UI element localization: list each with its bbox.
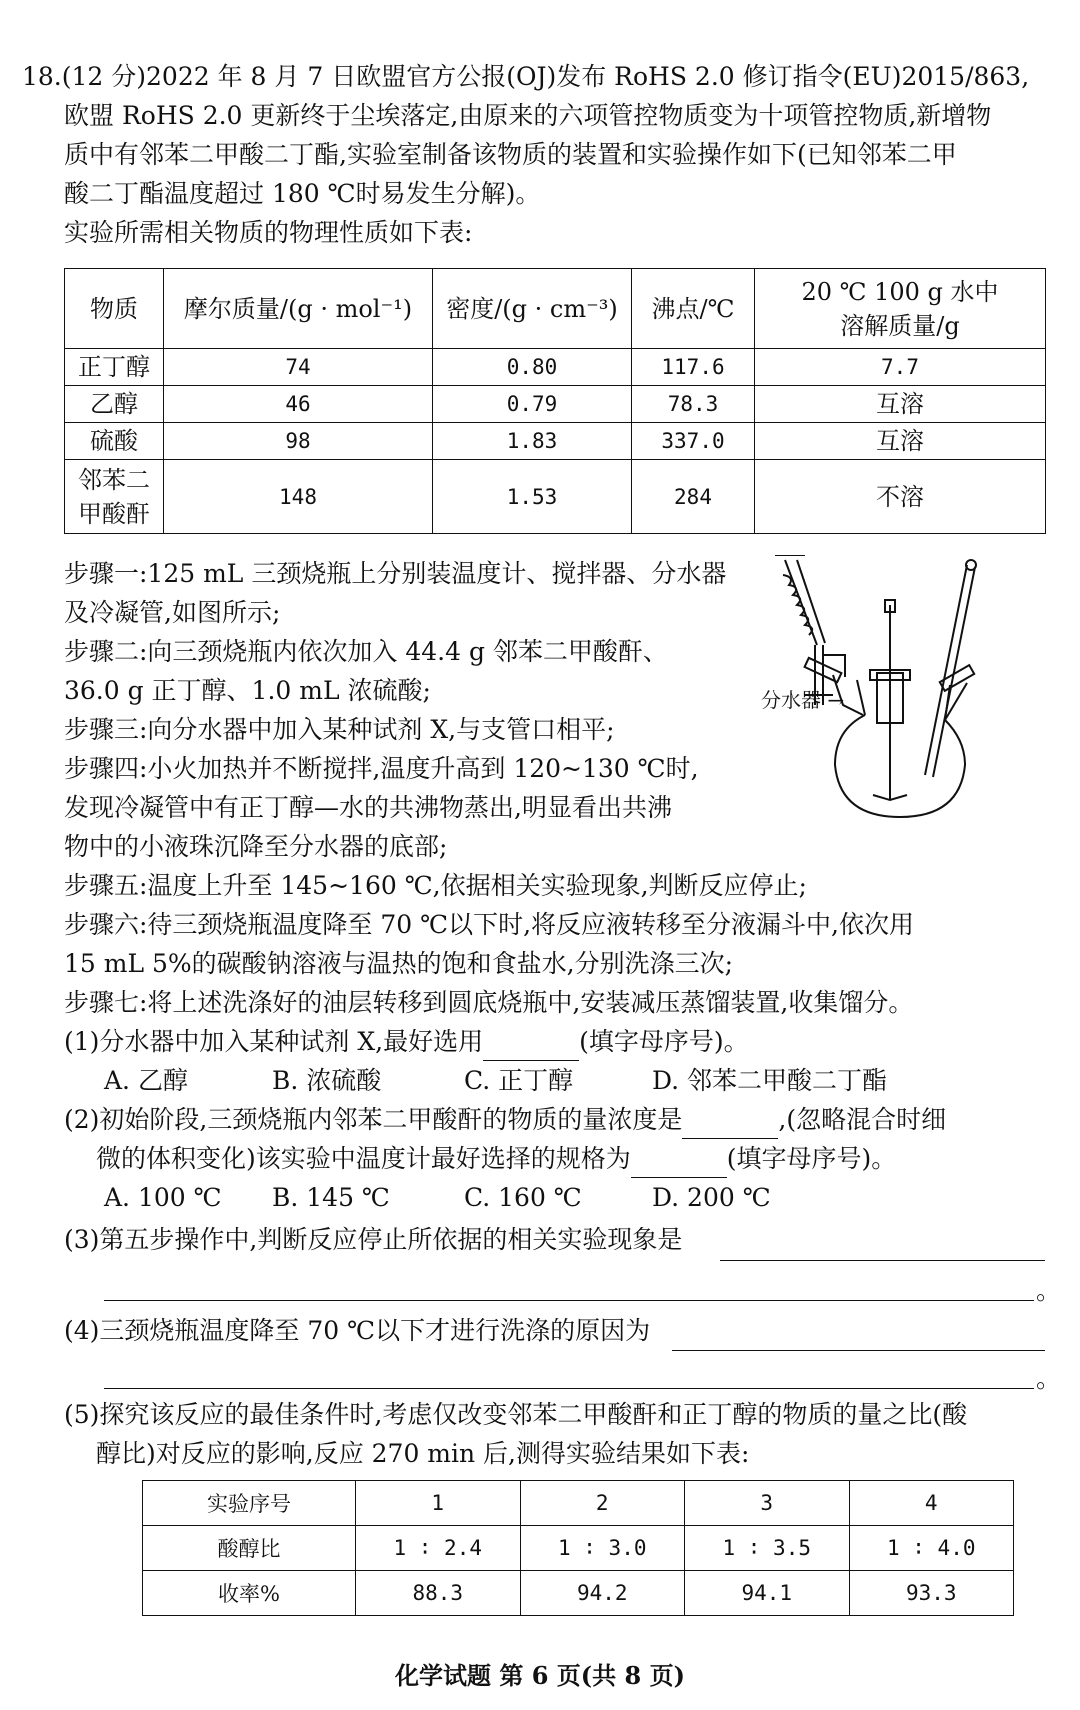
acid-alcohol-ratio: 1 ∶ 4.0 — [849, 1526, 1014, 1571]
subquestion-1 — [64, 1023, 749, 1061]
row-label-ratio: 酸醇比 — [143, 1526, 356, 1571]
subquestion-2 — [64, 1101, 946, 1139]
cell-substance: 乙醇 — [65, 386, 164, 423]
cell-molar-mass: 46 — [164, 386, 433, 423]
cell-substance-line-2: 甲酸酐 — [78, 499, 150, 528]
experiment-id: 3 — [685, 1481, 850, 1526]
q2-tail-a: ,(忽略混合时细 — [778, 1105, 947, 1134]
q3-answer-line-2[interactable] — [104, 1300, 1034, 1301]
step-line: 步骤四:小火加热并不断搅拌,温度升高到 120~130 ℃时, — [64, 754, 699, 783]
cell-substance — [65, 460, 164, 534]
apparatus-label: 分水器 → — [761, 688, 845, 712]
cell-substance: 正丁醇 — [65, 349, 164, 386]
step-line: 及冷凝管,如图所示; — [64, 598, 281, 627]
experiment-id: 2 — [520, 1481, 685, 1526]
cell-substance: 硫酸 — [65, 423, 164, 460]
step-line: 36.0 g 正丁醇、1.0 mL 浓硫酸; — [64, 676, 431, 705]
cell-molar-mass: 98 — [164, 423, 433, 460]
step-line: 15 mL 5%的碳酸钠溶液与温热的饱和食盐水,分别洗涤三次; — [64, 949, 734, 978]
q3-period: 。 — [1036, 1276, 1062, 1305]
page-footer: 化学试题 第 6 页(共 8 页) — [395, 1661, 685, 1690]
header-solubility-line-1: 20 ℃ 100 g 水中 — [801, 277, 999, 306]
header-substance: 物质 — [65, 269, 164, 349]
q5-line-2: 醇比)对反应的影响,反应 270 min 后,测得实验结果如下表: — [96, 1439, 750, 1468]
subquestion-4: (4)三颈烧瓶温度降至 70 ℃以下才进行洗涤的原因为 — [64, 1316, 651, 1345]
q1-tail: (填字母序号)。 — [579, 1027, 749, 1056]
table-header-row — [65, 269, 1046, 349]
question-line-2: 欧盟 RoHS 2.0 更新终于尘埃落定,由原来的六项管控物质变为十项管控物质,新增物 — [64, 101, 992, 130]
q5-line-1: (5)探究该反应的最佳条件时,考虑仅改变邻苯二甲酸酐和正丁醇的物质的量之比(酸 — [64, 1400, 968, 1429]
header-molar-mass: 摩尔质量/(g · mol⁻¹) — [164, 269, 433, 349]
cell-solubility: 互溶 — [755, 423, 1046, 460]
cell-density: 0.79 — [433, 386, 632, 423]
q1-option-d: D. 邻苯二甲酸二丁酯 — [652, 1066, 888, 1095]
q4-answer-line-2[interactable] — [104, 1388, 1034, 1389]
header-boiling-point: 沸点/℃ — [632, 269, 755, 349]
yield-value: 93.3 — [849, 1571, 1014, 1616]
q2-tail-b: (填字母序号)。 — [726, 1144, 897, 1173]
step-line: 步骤三:向分水器中加入某种试剂 X,与支管口相平; — [64, 715, 615, 744]
q2-text-a: (2)初始阶段,三颈烧瓶内邻苯二甲酸酐的物质的量浓度是 — [64, 1105, 683, 1134]
cell-molar-mass: 148 — [164, 460, 433, 534]
yield-value: 94.2 — [520, 1571, 685, 1616]
q2-option-d: D. 200 ℃ — [652, 1183, 771, 1212]
question-line-1: 18.(12 分)2022 年 8 月 7 日欧盟官方公报(OJ)发布 RoHS 2.0 修订指令(EU)2015/863, — [22, 62, 1030, 91]
cell-boiling-point: 78.3 — [632, 386, 755, 423]
cell-density: 0.80 — [433, 349, 632, 386]
table-row — [65, 460, 1046, 534]
step-line: 步骤七:将上述洗涤好的油层转移到圆底烧瓶中,安装减压蒸馏装置,收集馏分。 — [64, 988, 914, 1017]
q1-option-c: C. 正丁醇 — [464, 1066, 574, 1095]
q4-answer-line[interactable] — [672, 1350, 1045, 1351]
experiment-id: 4 — [849, 1481, 1014, 1526]
subquestion-3: (3)第五步操作中,判断反应停止所依据的相关实验现象是 — [64, 1225, 683, 1254]
table-row — [143, 1526, 1014, 1571]
table-row — [143, 1481, 1014, 1526]
cell-density: 1.83 — [433, 423, 632, 460]
cell-solubility: 7.7 — [755, 349, 1046, 386]
q1-option-b: B. 浓硫酸 — [272, 1066, 382, 1095]
q2-concentration-blank[interactable] — [682, 1110, 778, 1139]
question-line-3: 质中有邻苯二甲酸二丁酯,实验室制备该物质的装置和实验操作如下(已知邻苯二甲 — [64, 140, 957, 169]
step-line: 物中的小液珠沉降至分水器的底部; — [64, 832, 448, 861]
q2-text-b: 微的体积变化)该实验中温度计最好选择的规格为 — [96, 1144, 631, 1173]
q3-answer-line[interactable] — [720, 1260, 1045, 1261]
yield-table — [142, 1480, 1014, 1616]
acid-alcohol-ratio: 1 ∶ 3.5 — [685, 1526, 850, 1571]
yield-value: 88.3 — [356, 1571, 521, 1616]
question-line-4: 酸二丁酯温度超过 180 ℃时易发生分解)。 — [64, 179, 541, 208]
step-line: 发现冷凝管中有正丁醇—水的共沸物蒸出,明显看出共沸 — [64, 793, 672, 822]
cell-density: 1.53 — [433, 460, 632, 534]
q1-answer-blank[interactable] — [483, 1032, 579, 1061]
step-line: 步骤一:125 mL 三颈烧瓶上分别装温度计、搅拌器、分水器 — [64, 559, 727, 588]
water-separator-label: 分水器 — [761, 688, 821, 712]
cell-boiling-point: 117.6 — [632, 349, 755, 386]
table-row — [143, 1571, 1014, 1616]
q2-option-c: C. 160 ℃ — [464, 1183, 582, 1212]
properties-table — [64, 268, 1046, 534]
cell-molar-mass: 74 — [164, 349, 433, 386]
cell-solubility: 不溶 — [755, 460, 1046, 534]
acid-alcohol-ratio: 1 ∶ 3.0 — [520, 1526, 685, 1571]
q1-text: (1)分水器中加入某种试剂 X,最好选用 — [64, 1027, 484, 1056]
cell-boiling-point: 337.0 — [632, 423, 755, 460]
table-row — [65, 386, 1046, 423]
q2-option-b: B. 145 ℃ — [272, 1183, 390, 1212]
q4-period: 。 — [1036, 1364, 1062, 1393]
subquestion-2-cont — [96, 1140, 896, 1178]
header-solubility — [755, 269, 1046, 349]
q2-option-a: A. 100 ℃ — [104, 1183, 222, 1212]
header-solubility-line-2: 溶解质量/g — [840, 311, 960, 340]
yield-value: 94.1 — [685, 1571, 850, 1616]
question-line-5: 实验所需相关物质的物理性质如下表: — [64, 218, 473, 247]
step-line: 步骤六:待三颈烧瓶温度降至 70 ℃以下时,将反应液转移至分液漏斗中,依次用 — [64, 910, 914, 939]
q2-thermometer-blank[interactable] — [631, 1149, 727, 1178]
cell-solubility: 互溶 — [755, 386, 1046, 423]
q1-option-a: A. 乙醇 — [104, 1066, 188, 1095]
step-line: 步骤五:温度上升至 145~160 ℃,依据相关实验现象,判断反应停止; — [64, 871, 807, 900]
apparatus-diagram — [745, 555, 1055, 825]
table-row — [65, 423, 1046, 460]
cell-substance-line-1: 邻苯二 — [78, 465, 150, 494]
cell-boiling-point: 284 — [632, 460, 755, 534]
row-label-experiment: 实验序号 — [143, 1481, 356, 1526]
experiment-id: 1 — [356, 1481, 521, 1526]
header-density: 密度/(g · cm⁻³) — [433, 269, 632, 349]
table-row — [65, 349, 1046, 386]
step-line: 步骤二:向三颈烧瓶内依次加入 44.4 g 邻苯二甲酸酐、 — [64, 637, 668, 666]
acid-alcohol-ratio: 1 ∶ 2.4 — [356, 1526, 521, 1571]
row-label-yield: 收率% — [143, 1571, 356, 1616]
